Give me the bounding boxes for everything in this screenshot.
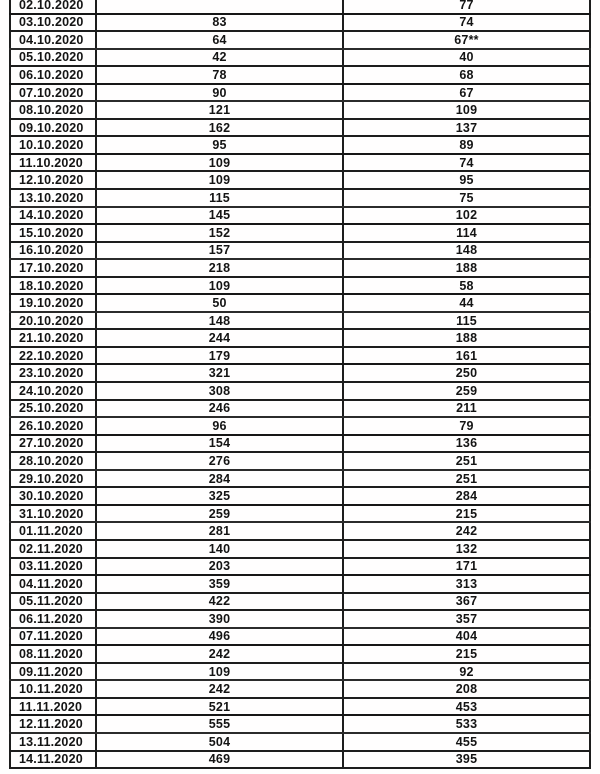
date-cell: 25.10.2020 [10,400,96,418]
date-cell: 10.11.2020 [10,680,96,698]
table-row [10,136,590,154]
table-row [10,540,590,558]
value2-cell: 58 [343,277,590,295]
value2-cell: 367 [343,593,590,611]
value2-cell: 171 [343,558,590,576]
date-cell: 27.10.2020 [10,435,96,453]
date-cell: 02.10.2020 [10,0,96,14]
value1-cell: 42 [96,49,343,67]
table-row [10,751,590,769]
date-cell: 05.10.2020 [10,49,96,67]
value2-cell: 215 [343,645,590,663]
value2-cell: 313 [343,575,590,593]
value1-cell: 148 [96,312,343,330]
table-row [10,417,590,435]
date-cell: 19.10.2020 [10,294,96,312]
date-cell: 08.10.2020 [10,101,96,119]
value1-cell: 145 [96,207,343,225]
date-cell: 07.10.2020 [10,84,96,102]
value2-cell: 188 [343,259,590,277]
value1-cell: 325 [96,487,343,505]
date-cell: 12.11.2020 [10,715,96,733]
value2-cell: 453 [343,698,590,716]
table-row [10,66,590,84]
value2-cell: 251 [343,452,590,470]
value1-cell: 496 [96,628,343,646]
data-table [9,0,591,769]
value2-cell: 115 [343,312,590,330]
date-cell: 03.10.2020 [10,14,96,32]
value1-cell: 504 [96,733,343,751]
value1-cell: 218 [96,259,343,277]
date-cell: 23.10.2020 [10,364,96,382]
value2-cell: 75 [343,189,590,207]
date-cell: 03.11.2020 [10,558,96,576]
value1-cell: 469 [96,751,343,769]
value1-cell: 90 [96,84,343,102]
date-cell: 18.10.2020 [10,277,96,295]
value2-cell: 89 [343,136,590,154]
value2-cell: 74 [343,154,590,172]
table-row [10,698,590,716]
date-cell: 22.10.2020 [10,347,96,365]
value1-cell: 179 [96,347,343,365]
value1-cell: 121 [96,101,343,119]
value1-cell: 64 [96,31,343,49]
table-row [10,364,590,382]
table-row [10,522,590,540]
table-row [10,101,590,119]
value1-cell: 308 [96,382,343,400]
table-row [10,400,590,418]
date-cell: 16.10.2020 [10,242,96,260]
table-row [10,470,590,488]
value1-cell: 109 [96,171,343,189]
value2-cell: 40 [343,49,590,67]
value1-cell: 321 [96,364,343,382]
value1-cell: 281 [96,522,343,540]
value1-cell: 276 [96,452,343,470]
value2-cell: 79 [343,417,590,435]
table-row [10,49,590,67]
date-cell: 06.11.2020 [10,610,96,628]
value2-cell: 68 [343,66,590,84]
date-cell: 06.10.2020 [10,66,96,84]
value1-cell: 50 [96,294,343,312]
table-row [10,207,590,225]
date-cell: 11.10.2020 [10,154,96,172]
table-row [10,294,590,312]
date-cell: 10.10.2020 [10,136,96,154]
value1-cell: 259 [96,505,343,523]
value2-cell: 95 [343,171,590,189]
value1-cell: 359 [96,575,343,593]
date-cell: 07.11.2020 [10,628,96,646]
value1-cell: 242 [96,680,343,698]
date-cell: 14.10.2020 [10,207,96,225]
value1-cell: 242 [96,645,343,663]
date-cell: 29.10.2020 [10,470,96,488]
table-row [10,645,590,663]
value2-cell: 102 [343,207,590,225]
table-row [10,119,590,137]
table-row [10,715,590,733]
value1-cell: 521 [96,698,343,716]
date-cell: 14.11.2020 [10,751,96,769]
table-row [10,610,590,628]
value1-cell: 115 [96,189,343,207]
date-cell: 11.11.2020 [10,698,96,716]
date-cell: 31.10.2020 [10,505,96,523]
value2-cell: 251 [343,470,590,488]
table-row [10,558,590,576]
table-row [10,224,590,242]
table-row [10,435,590,453]
table-row [10,14,590,32]
value2-cell: 455 [343,733,590,751]
value2-cell: 242 [343,522,590,540]
value1-cell: 555 [96,715,343,733]
value2-cell: 44 [343,294,590,312]
date-cell: 09.11.2020 [10,663,96,681]
date-cell: 28.10.2020 [10,452,96,470]
value2-cell: 284 [343,487,590,505]
value2-cell: 136 [343,435,590,453]
date-cell: 09.10.2020 [10,119,96,137]
value1-cell: 244 [96,329,343,347]
table-row [10,0,590,14]
value2-cell: 533 [343,715,590,733]
value2-cell: 109 [343,101,590,119]
value1-cell: 152 [96,224,343,242]
value1-cell: 96 [96,417,343,435]
value2-cell: 92 [343,663,590,681]
date-cell: 13.10.2020 [10,189,96,207]
date-cell: 26.10.2020 [10,417,96,435]
table-row [10,628,590,646]
value2-cell: 137 [343,119,590,137]
value1-cell: 109 [96,154,343,172]
table-row [10,733,590,751]
table-row [10,329,590,347]
date-cell: 21.10.2020 [10,329,96,347]
date-cell: 04.11.2020 [10,575,96,593]
value2-cell: 250 [343,364,590,382]
value1-cell: 140 [96,540,343,558]
value2-cell: 188 [343,329,590,347]
value1-cell: 109 [96,277,343,295]
date-cell: 02.11.2020 [10,540,96,558]
value1-cell: 162 [96,119,343,137]
value2-cell: 211 [343,400,590,418]
value1-cell: 154 [96,435,343,453]
value2-cell: 208 [343,680,590,698]
table-row [10,505,590,523]
value2-cell: 215 [343,505,590,523]
table-row [10,154,590,172]
date-cell: 05.11.2020 [10,593,96,611]
value1-cell: 157 [96,242,343,260]
value2-cell: 74 [343,14,590,32]
table-row [10,31,590,49]
value2-cell: 395 [343,751,590,769]
table-body [10,0,590,768]
value2-cell: 67** [343,31,590,49]
date-cell: 08.11.2020 [10,645,96,663]
date-cell: 24.10.2020 [10,382,96,400]
value2-cell: 357 [343,610,590,628]
value1-cell: 83 [96,14,343,32]
table-row [10,663,590,681]
table-row [10,452,590,470]
value1-cell: 390 [96,610,343,628]
value1-cell: 78 [96,66,343,84]
table-row [10,84,590,102]
table-row [10,487,590,505]
value1-cell: 95 [96,136,343,154]
value1-cell: 422 [96,593,343,611]
table-row [10,277,590,295]
value2-cell: 77 [343,0,590,14]
value2-cell: 161 [343,347,590,365]
table-row [10,680,590,698]
value2-cell: 67 [343,84,590,102]
table-row [10,312,590,330]
table-row [10,242,590,260]
table-row [10,347,590,365]
date-cell: 12.10.2020 [10,171,96,189]
value2-cell: 259 [343,382,590,400]
date-cell: 13.11.2020 [10,733,96,751]
value2-cell: 132 [343,540,590,558]
value1-cell [96,0,343,14]
table-row [10,575,590,593]
value2-cell: 148 [343,242,590,260]
date-cell: 15.10.2020 [10,224,96,242]
date-cell: 30.10.2020 [10,487,96,505]
table-row [10,593,590,611]
value1-cell: 246 [96,400,343,418]
date-cell: 20.10.2020 [10,312,96,330]
date-cell: 17.10.2020 [10,259,96,277]
table-row [10,259,590,277]
value1-cell: 109 [96,663,343,681]
value2-cell: 404 [343,628,590,646]
date-cell: 04.10.2020 [10,31,96,49]
table-row [10,189,590,207]
value1-cell: 203 [96,558,343,576]
value1-cell: 284 [96,470,343,488]
table-row [10,382,590,400]
table-row [10,171,590,189]
value2-cell: 114 [343,224,590,242]
date-cell: 01.11.2020 [10,522,96,540]
